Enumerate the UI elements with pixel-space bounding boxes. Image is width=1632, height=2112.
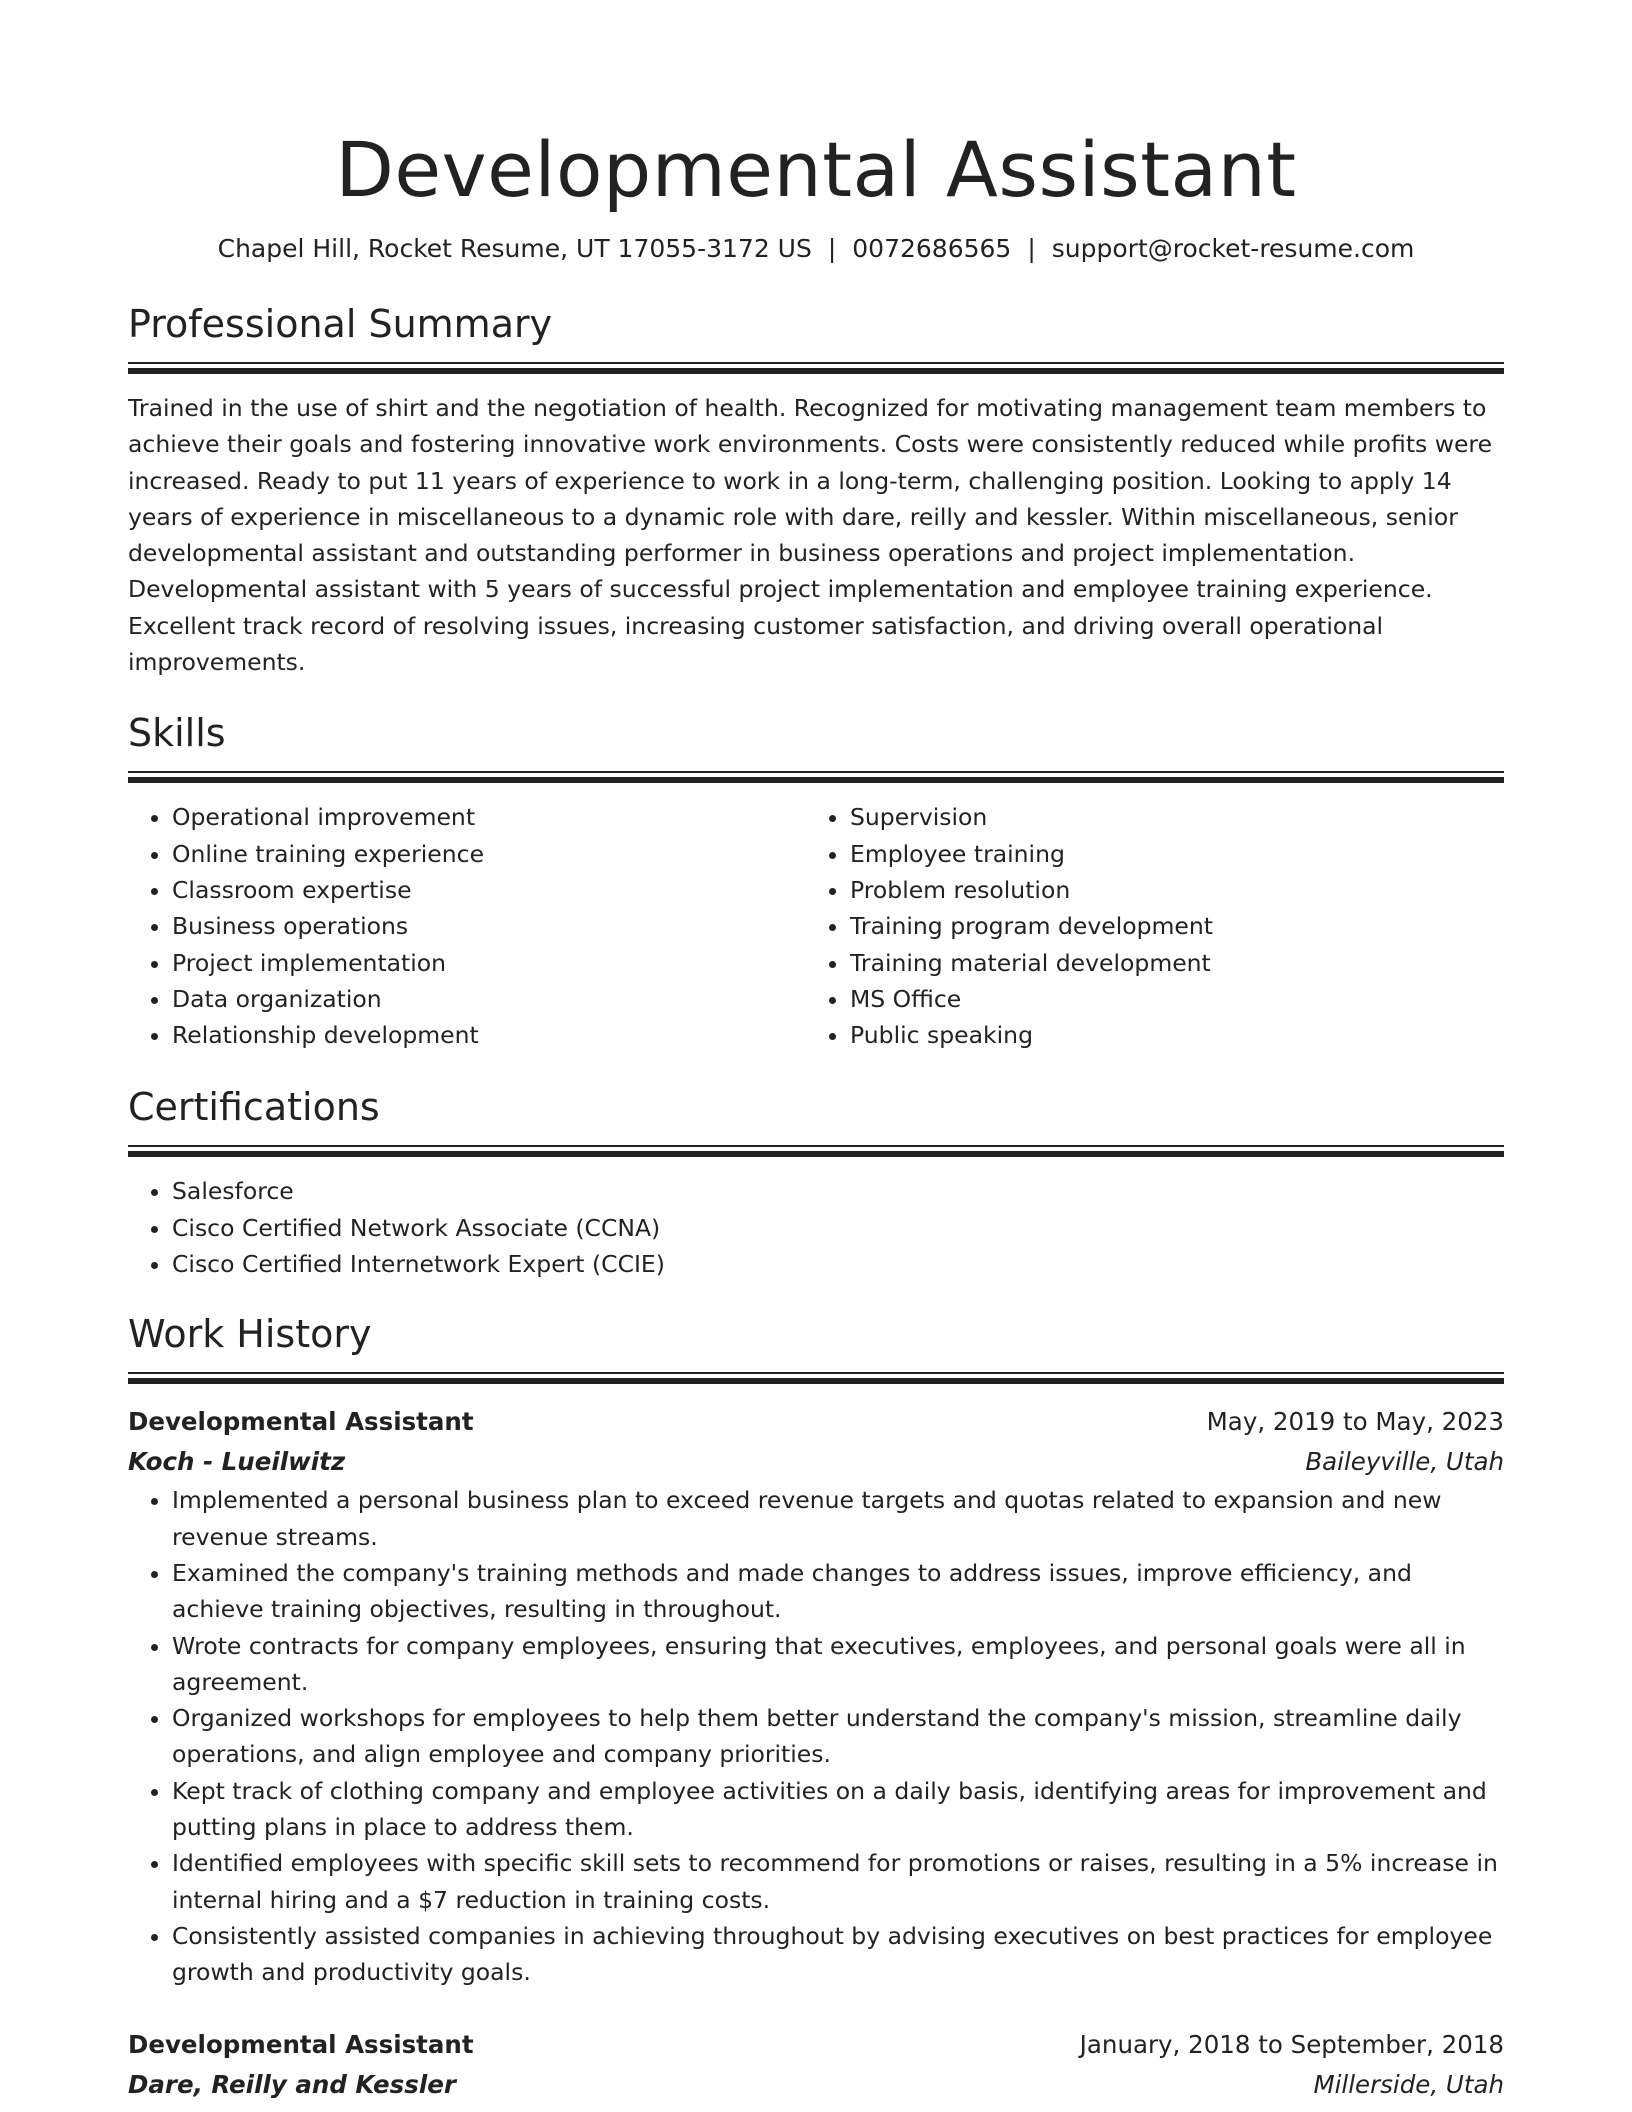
certification-item: • Cisco Certified Network Associate (CCNA) — [172, 1210, 1504, 1246]
skill-item: • Public speaking — [850, 1017, 1484, 1053]
job-bullet: • Consistently assisted companies in achieving throughout by advising executives on best practices for employee growth and productivity goals. — [172, 1918, 1504, 1991]
job-location: Baileyville, Utah — [1305, 1447, 1504, 1477]
contact-line — [128, 232, 1504, 266]
certifications-list-wrap — [128, 1173, 1504, 1282]
certification-item: • Cisco Certified Internetwork Expert (CCIE) — [172, 1246, 1504, 1282]
skill-item: • Training material development — [850, 945, 1484, 981]
work-history-section — [128, 1310, 1504, 2104]
summary-heading: Professional Summary — [128, 302, 553, 346]
skill-item: • Project implementation — [172, 945, 806, 981]
section-divider — [128, 1145, 1504, 1157]
job-title-row — [128, 1402, 1504, 1442]
resume-page — [128, 0, 1504, 2105]
section-divider — [128, 1372, 1504, 1384]
resume-title: Developmental Assistant — [335, 125, 1297, 214]
job-bullet: • Wrote contracts for company employees, ensuring that executives, employees, and personal goals were all in agreement. — [172, 1628, 1504, 1701]
certifications-section — [128, 1083, 1504, 1282]
skills-list-left — [128, 799, 806, 1053]
skill-item: • Classroom expertise — [172, 872, 806, 908]
skill-item: • Relationship development — [172, 1017, 806, 1053]
summary-text: Trained in the use of shirt and the negotiation of health. Recognized for motivating management team members to achieve their goals and fostering innovative work environments. Costs were consistently reduced while profits were increased. Ready to put 11 years of experience to work in a long-term, challenging position. Looking to apply 14 years of experience in miscellaneous to a dynamic role with dare, reilly and kessler. Within miscellaneous, senior developmental assistant and outstanding performer in business operations and project implementation. Developmental assistant with 5 years of successful project implementation and employee training experience. Excellent track record of resolving issues, increasing customer satisfaction, and driving overall operational improvements. — [128, 394, 1493, 677]
job-bullet: • Organized workshops for employees to help them better understand the company's mission, streamline daily operations, and align employee and company priorities. — [172, 1700, 1504, 1773]
job-company-row — [128, 2065, 1504, 2105]
section-divider — [128, 771, 1504, 783]
job-entry — [128, 1402, 1504, 1990]
summary-section — [128, 300, 1504, 680]
skill-item: • Online training experience — [172, 836, 806, 872]
skills-heading: Skills — [128, 711, 226, 756]
skill-item: • MS Office — [850, 981, 1484, 1017]
job-location: Millerside, Utah — [1313, 2069, 1504, 2099]
job-company: Koch - Lueilwitz — [128, 1447, 346, 1477]
skill-item: • Training program development — [850, 908, 1484, 944]
skills-list-right — [806, 799, 1484, 1053]
job-company: Dare, Reilly and Kessler — [128, 2069, 456, 2099]
skill-item: • Supervision — [850, 799, 1484, 835]
skills-grid — [128, 799, 1504, 1053]
skills-section — [128, 709, 1504, 1053]
job-bullets — [128, 1482, 1504, 1990]
job-title-row — [128, 2025, 1504, 2065]
certification-item: • Salesforce — [172, 1173, 1504, 1209]
contact-separator: | — [1027, 234, 1036, 263]
skill-item: • Employee training — [850, 836, 1484, 872]
job-title: Developmental Assistant — [128, 1407, 474, 1437]
certifications-heading: Certifications — [128, 1085, 380, 1130]
skill-item: • Data organization — [172, 981, 806, 1017]
skills-column-right — [806, 799, 1484, 1053]
contact-address: Chapel Hill, Rocket Resume, UT 17055-3172 US — [217, 234, 812, 263]
skills-column-left — [128, 799, 806, 1053]
job-company-row — [128, 1442, 1504, 1482]
work-history-heading: Work History — [128, 1312, 372, 1357]
job-bullet: • Kept track of clothing company and employee activities on a daily basis, identifying areas for improvement and putting plans in place to address them. — [172, 1773, 1504, 1846]
job-title: Developmental Assistant — [128, 2029, 474, 2059]
job-entry — [128, 2025, 1504, 2105]
skill-item: • Problem resolution — [850, 872, 1484, 908]
contact-email: support@rocket-resume.com — [1051, 234, 1415, 263]
section-divider — [128, 362, 1504, 374]
job-bullet: • Identified employees with specific skill sets to recommend for promotions or raises, resulting in a 5% increase in internal hiring and a $7 reduction in training costs. — [172, 1845, 1504, 1918]
job-dates: January, 2018 to September, 2018 — [1079, 2029, 1504, 2059]
job-bullet: • Implemented a personal business plan to exceed revenue targets and quotas related to expansion and new revenue streams. — [172, 1482, 1504, 1555]
skill-item: • Operational improvement — [172, 799, 806, 835]
contact-phone: 0072686565 — [852, 234, 1012, 263]
contact-separator: | — [827, 234, 837, 263]
job-dates: May, 2019 to May, 2023 — [1206, 1407, 1504, 1437]
certifications-list — [128, 1173, 1504, 1282]
skill-item: • Business operations — [172, 908, 806, 944]
job-bullet: • Examined the company's training methods and made changes to address issues, improve efficiency, and achieve training objectives, resulting in throughout. — [172, 1555, 1504, 1628]
